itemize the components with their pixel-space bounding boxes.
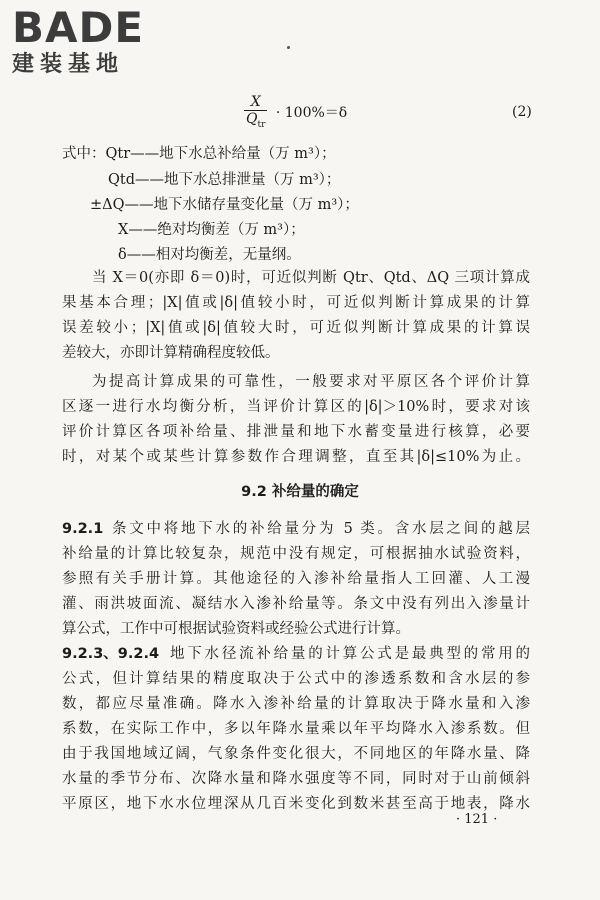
paragraph-line: 评价计算区各项补给量、排泄量和地下水蓄变量进行核算，必要 (62, 424, 530, 440)
clause-line: 补给量的计算比较复杂，规范中没有规定，可根据抽水试验资料， (62, 546, 530, 562)
definition-line: 式中：Qtr——地下水总补给量（万 m³）； (62, 146, 336, 162)
logo (12, 3, 145, 80)
clause-line: 数，都应尽量准确。降水入渗补给量的计算取决于降水量和入渗 (62, 696, 530, 712)
clause-line: 系数，在实际工作中，多以年降水量乘以年平均降水入渗系数。但 (62, 721, 530, 737)
formula-fraction (244, 94, 267, 130)
definition-line: Qtd——地下水总排泄量（万 m³）； (108, 172, 341, 188)
clause-line: 水量的季节分布、次降水量和降水强度等不同，同时对于山前倾斜 (62, 771, 530, 787)
definition-line: X——绝对均衡差（万 m³）； (118, 222, 305, 238)
definition-line: δ——相对均衡差，无量纲。 (118, 247, 301, 263)
paragraph-line: 为提高计算成果的可靠性，一般要求对平原区各个评价计算 (92, 374, 530, 390)
clause-line: 平原区，地下水水位埋深从几百米变化到数米甚至高于地表，降水 (62, 796, 530, 812)
paragraph-line: 时，对某个或某些计算参数作合理调整，直至其|δ|≤10%为止。 (62, 449, 530, 465)
paragraph-line: 果基本合理；|X|值或|δ|值较小时，可近似判断计算成果的计算 (62, 295, 530, 311)
clause-line: 条文中将地下水的补给量分为 5 类。含水层之间的越层 (112, 521, 530, 537)
section-heading: 9.2 补给量的确定 (241, 484, 359, 500)
clause-line: 公式，但计算结果的精度取决于公式中的渗透系数和含水层的参 (62, 671, 530, 687)
paragraph-line: 当 X＝0(亦即 δ＝0)时，可近似判断 Qtr、Qtd、ΔQ 三项计算成 (92, 270, 530, 286)
clause-line: 参照有关手册计算。其他途径的入渗补给量指人工回灌、人工漫 (62, 571, 530, 587)
formula (244, 94, 347, 130)
equation-number: (2) (512, 104, 532, 120)
page-number: · 121 · (456, 812, 498, 827)
formula-rest: · 100%＝δ (275, 104, 348, 121)
scan-dot (287, 46, 290, 49)
logo-text: BADE (12, 3, 145, 52)
clause-line: 由于我国地域辽阔，气象条件变化很大，不同地区的年降水量、降 (62, 746, 530, 762)
paragraph-line: 区逐一进行水均衡分析，当评价计算区的|δ|＞10%时，要求对该 (62, 399, 530, 415)
clause-line: 地下水径流补给量的计算公式是最典型的常用的 (170, 646, 530, 662)
paragraph-line: 误差较小；|X|值或|δ|值较大时，可近似判断计算成果的计算误 (62, 320, 530, 336)
paragraph-line: 差较大，亦即计算精确程度较低。 (62, 345, 280, 361)
clause-line: 算公式，工作中可根据试验资料或经验公式进行计算。 (62, 621, 410, 637)
clause-line: 灌、雨洪坡面流、凝结水入渗补给量等。条文中没有列出入渗量计 (62, 596, 530, 612)
definition-line: ±ΔQ——地下水储存量变化量（万 m³）； (90, 197, 359, 213)
clause-number: 9.2.1 (62, 521, 104, 537)
logo-subtitle: 建装基地 (12, 52, 125, 77)
formula-denominator: $Q_{tr}$ (246, 111, 266, 130)
clause-number: 9.2.3、9.2.4 (62, 646, 160, 662)
formula-numerator: X (250, 94, 261, 110)
